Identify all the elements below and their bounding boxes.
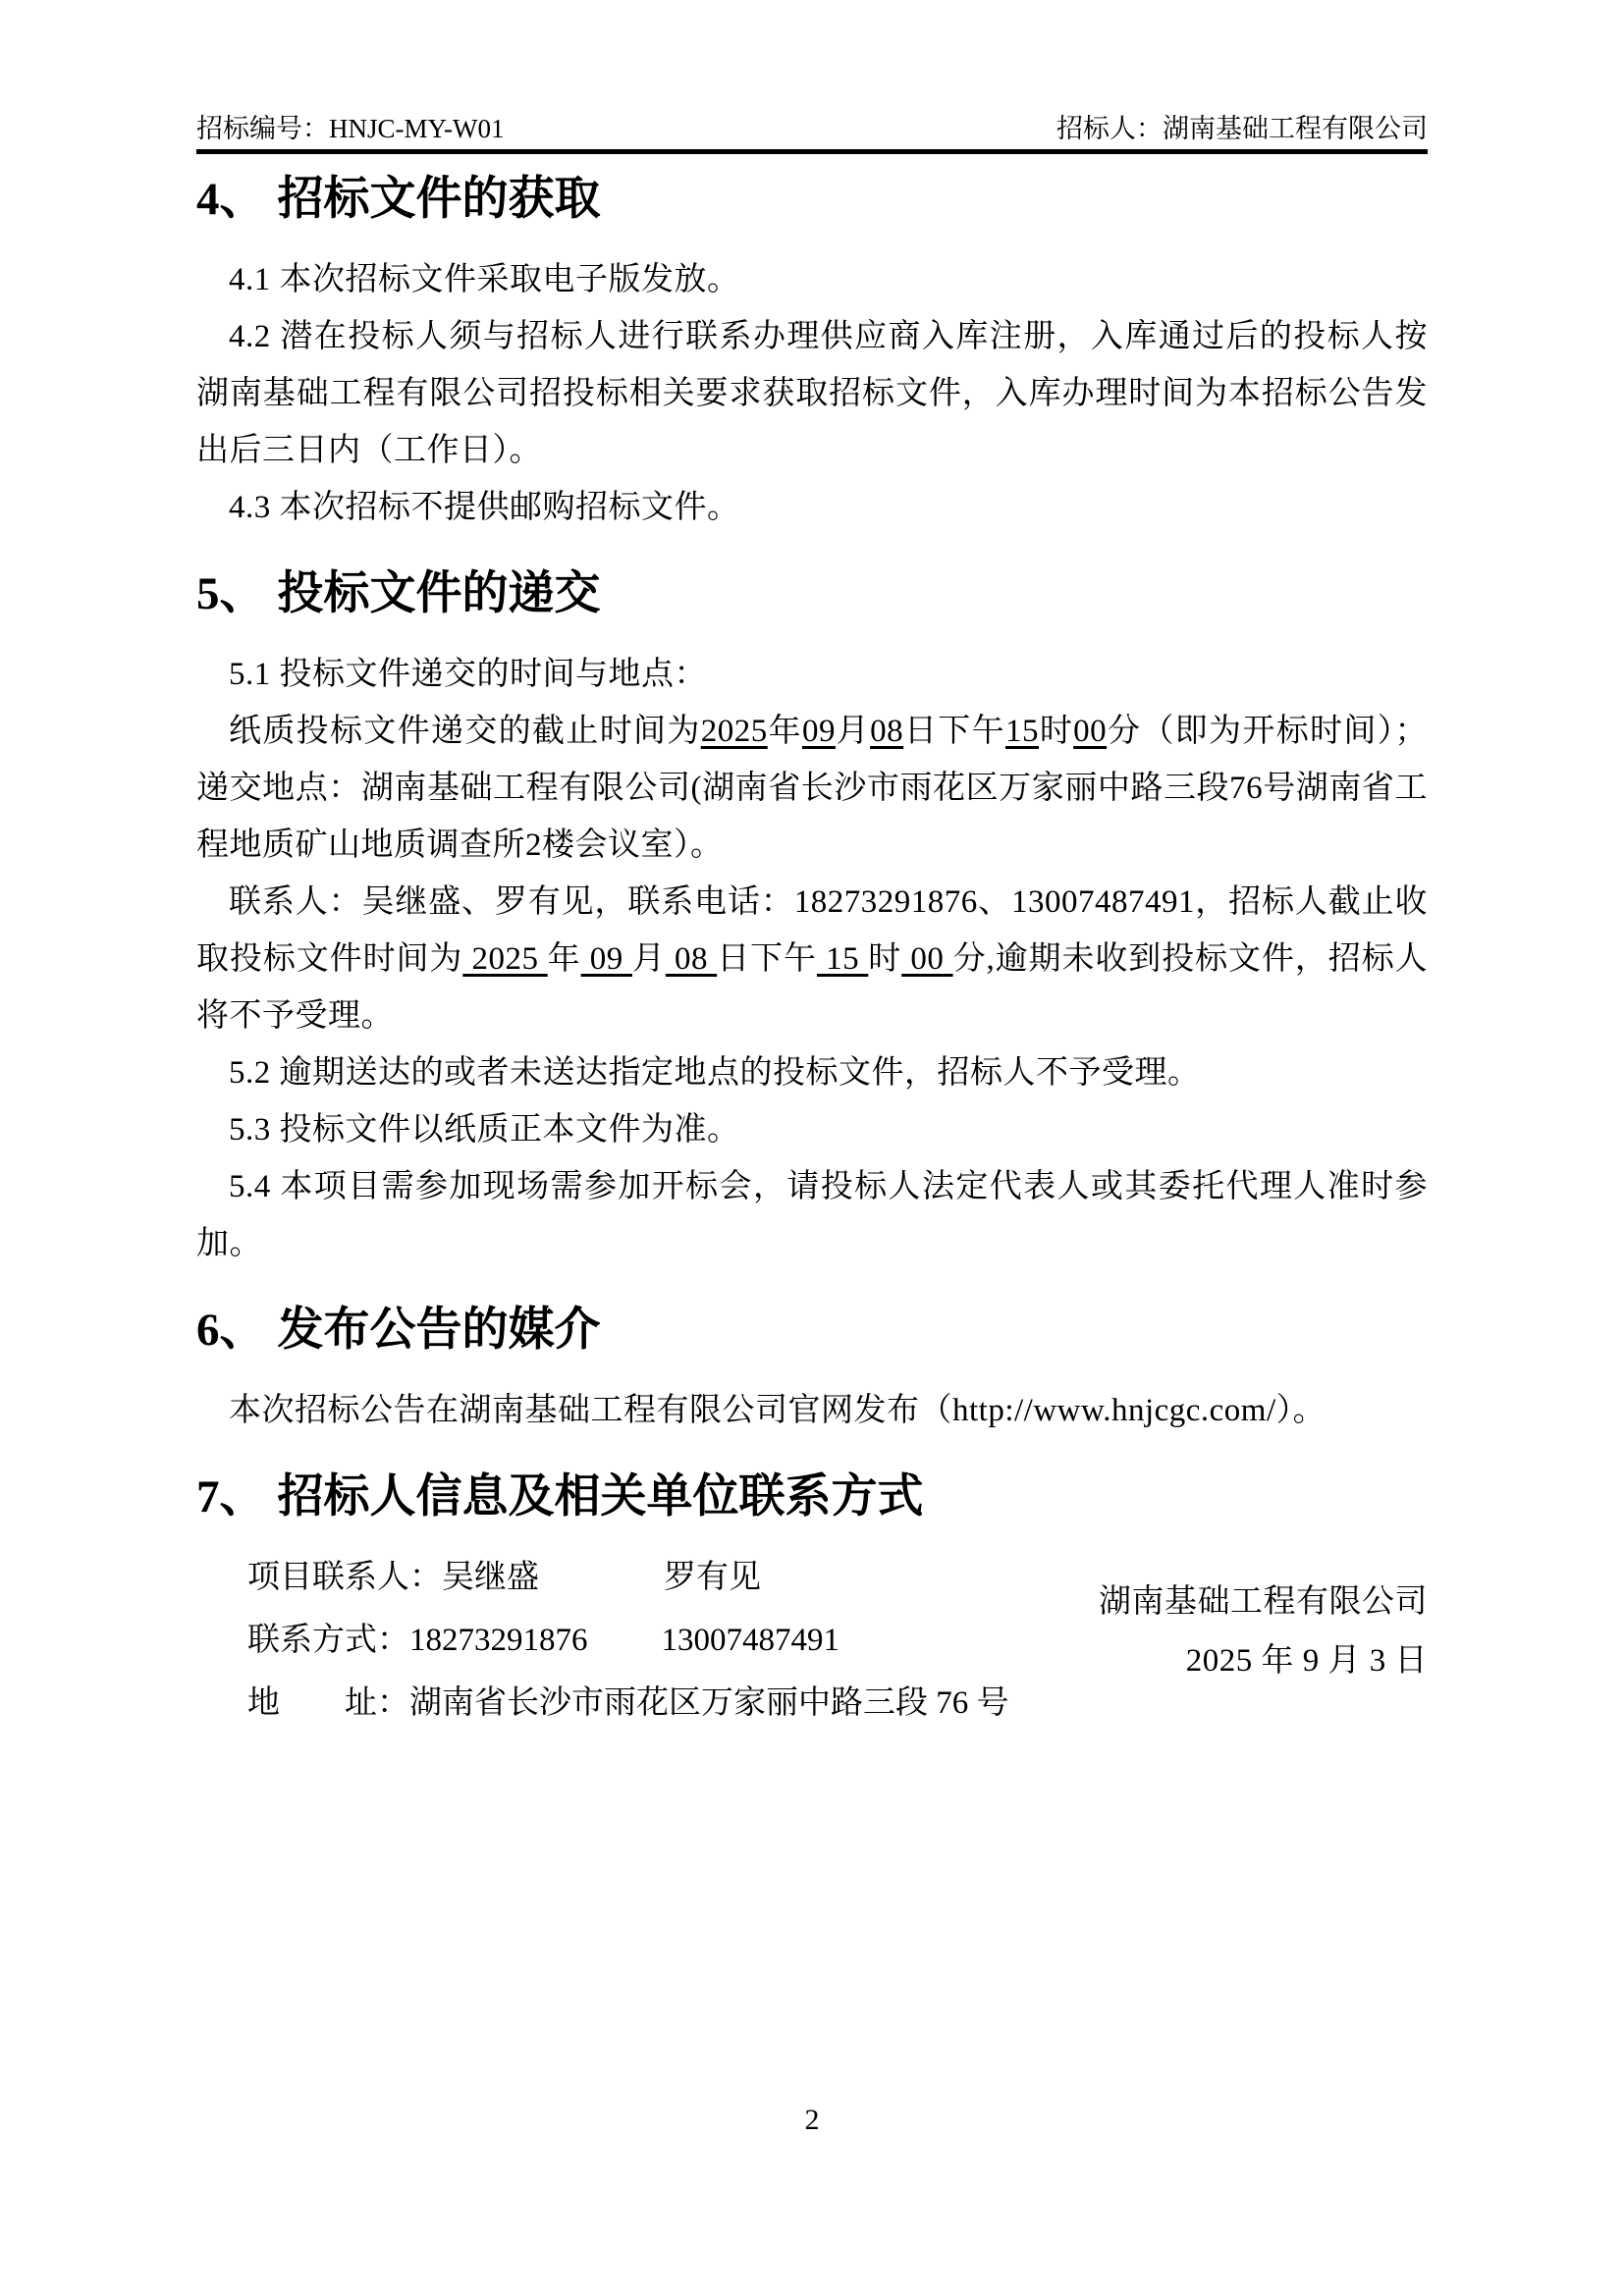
- clause-5-3: 5.3 投标文件以纸质正本文件为准。: [229, 1112, 740, 1148]
- clause-5-4: 5.4 本项目需参加现场需参加开标会，请投标人法定代表人或其委托代理人准时参加。: [196, 1169, 1428, 1261]
- clause-4-3: 4.3 本次招标不提供邮购招标文件。: [229, 490, 740, 525]
- section-5-heading: [196, 565, 1428, 622]
- clause-5-deadline: 纸质投标文件递交的截止时间为2025年09月08日下午15时00分（即为开标时间）；递交地点：湖南基础工程有限公司(湖南省长沙市雨花区万家丽中路三段76号湖南省工程地质矿山地质调查所2楼会议室）。: [196, 714, 1429, 863]
- contact-phone-1: 18273291876: [409, 1623, 588, 1658]
- section-6-heading: [196, 1302, 1428, 1359]
- document-body: [196, 155, 1428, 1737]
- address-value: 湖南省长沙市雨花区万家丽中路三段 76 号: [409, 1685, 1009, 1721]
- project-contact-2: 罗有见: [664, 1560, 761, 1595]
- clause-5-2: 5.2 逾期送达的或者未送达指定地点的投标文件，招标人不予受理。: [229, 1055, 1201, 1091]
- section-6-title: 发布公告的媒介: [277, 1303, 601, 1357]
- section-5-number: 5、: [196, 568, 266, 619]
- address-label: 地 址：: [247, 1685, 409, 1721]
- section-4-heading: [196, 171, 1428, 228]
- page-header: [196, 112, 1428, 154]
- signature-block: [1099, 1573, 1428, 1690]
- section-6-number: 6、: [196, 1305, 266, 1356]
- section-7-number: 7、: [196, 1471, 266, 1522]
- section-4-title: 招标文件的获取: [277, 172, 601, 226]
- tender-number: 招标编号：HNJC-MY-W01: [196, 114, 505, 143]
- signature-date: 2025 年 9 月 3 日: [1185, 1643, 1428, 1679]
- contact-phone-2: 13007487491: [661, 1623, 839, 1658]
- section-4-number: 4、: [196, 174, 266, 225]
- tenderer-name: 招标人：湖南基础工程有限公司: [1056, 114, 1428, 143]
- clause-4-1: 4.1 本次招标文件采取电子版发放。: [229, 262, 740, 297]
- page-number: 2: [804, 2104, 820, 2136]
- clause-4-2: 4.2 潜在投标人须与招标人进行联系办理供应商入库注册，入库通过后的投标人按湖南基础工程有限公司招投标相关要求获取招标文件，入库办理时间为本招标公告发出后三日内（工作日）。: [196, 319, 1428, 468]
- signature-company: 湖南基础工程有限公司: [1099, 1584, 1428, 1620]
- section-7-heading: [196, 1468, 1428, 1525]
- project-contact-1: 吴继盛: [442, 1560, 539, 1595]
- clause-5-contact: 联系人：吴继盛、罗有见，联系电话：18273291876、13007487491，招标人截止收取投标文件时间为 2025 年 09 月 08 日下午 15 时 00 分,逾期未收到投标文件，招标人将不予受理。: [196, 884, 1429, 1034]
- clause-5-1: 5.1 投标文件递交的时间与地点：: [229, 657, 707, 692]
- clause-6-1: 本次招标公告在湖南基础工程有限公司官网发布（http://www.hnjcgc.com/）。: [229, 1393, 1326, 1428]
- section-7-title: 招标人信息及相关单位联系方式: [277, 1469, 924, 1523]
- contact-phones-label: 联系方式：: [247, 1623, 409, 1658]
- project-contacts-label: 项目联系人：: [247, 1560, 442, 1595]
- section-5-title: 投标文件的递交: [277, 566, 601, 620]
